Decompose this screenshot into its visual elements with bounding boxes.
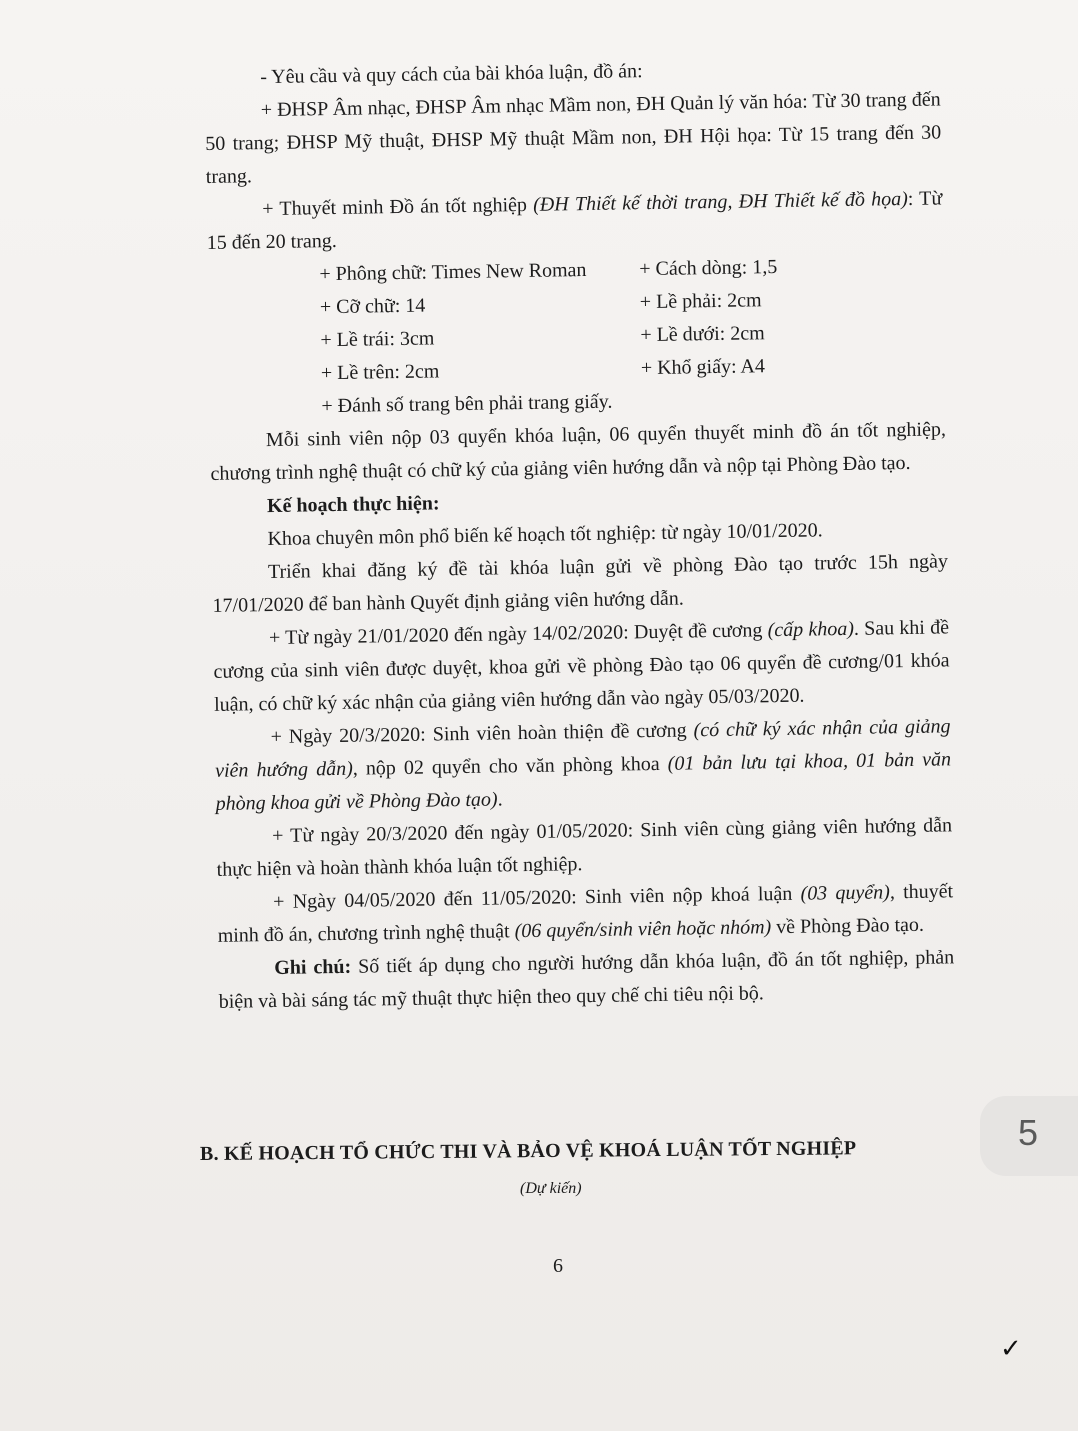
requirements-intro: - Yêu cầu và quy cách của bài khóa luận, đồ án: bbox=[260, 60, 643, 89]
plan-heading: Kế hoạch thực hiện: bbox=[266, 492, 440, 518]
plan-item-3: + Từ ngày 21/01/2020 đến ngày 14/02/2020: Duyệt đề cương (cấp khoa). Sau khi đề cương của sinh viên được duyệt, khoa gửi về phòng Đào tạo 06 quyển đề cương/01 khóa luận, có chữ ký xác nhận của giảng viên hướng dẫn vào ngày 05/03/2020. bbox=[213, 616, 950, 716]
spec-paper-size: + Khổ giấy: A4 bbox=[640, 355, 766, 380]
spec-right-margin: + Lề phải: 2cm bbox=[639, 289, 762, 314]
format-spec-list bbox=[207, 248, 946, 425]
section-b-subtitle: (Dự kiến) bbox=[520, 1180, 582, 1197]
spec-top-margin: + Lề trên: 2cm bbox=[320, 360, 440, 385]
spec-font: + Phông chữ: Times New Roman bbox=[319, 259, 587, 286]
spec-bottom-margin: + Lề dưới: 2cm bbox=[640, 322, 765, 347]
requirements-music-art: + ĐHSP Âm nhạc, ĐHSP Âm nhạc Mầm non, ĐH Quản lý văn hóa: Từ 30 trang đến 50 trang; ĐHSP Mỹ thuật, ĐHSP Mỹ thuật Mầm non, ĐH Hội họa: Từ 15 trang đến 30 trang. bbox=[205, 88, 942, 188]
document-body bbox=[204, 50, 955, 1018]
page-indicator-label: 5 bbox=[1018, 1112, 1039, 1153]
requirements-design: + Thuyết minh Đồ án tốt nghiệp (ĐH Thiết kế thời trang, ĐH Thiết kế đồ họa): Từ 15 đến 20 trang. bbox=[206, 187, 943, 254]
spec-font-size: + Cỡ chữ: 14 bbox=[319, 294, 426, 319]
plan-item-4: + Ngày 20/3/2020: Sinh viên hoàn thiện đề cương (có chữ ký xác nhận của giảng viên hướng dẫn), nộp 02 quyển cho văn phòng khoa (01 bản lưu tại khoa, 01 bản văn phòng khoa gửi về Phòng Đào tạo). bbox=[214, 715, 952, 815]
submission-paragraph: Mỗi sinh viên nộp 03 quyển khóa luận, 06 quyển thuyết minh đồ án tốt nghiệp, chương trình nghệ thuật có chữ ký của giảng viên hướng dẫn và nộp tại Phòng Đào tạo. bbox=[210, 418, 947, 485]
page-indicator-badge[interactable] bbox=[980, 1096, 1078, 1176]
check-mark-icon: ✓ bbox=[1000, 1334, 1022, 1364]
spec-left-margin: + Lề trái: 3cm bbox=[320, 327, 435, 352]
plan-item-2: Triển khai đăng ký đề tài khóa luận gửi về phòng Đào tạo trước 15h ngày 17/01/2020 để ban hành Quyết định giảng viên hướng dẫn. bbox=[212, 550, 949, 617]
section-b-heading: B. KẾ HOẠCH TỔ CHỨC THI VÀ BẢO VỆ KHOÁ LUẬN TỐT NGHIỆP bbox=[199, 1137, 857, 1166]
plan-item-6: + Ngày 04/05/2020 đến 11/05/2020: Sinh viên nộp khoá luận (03 quyển), thuyết minh đồ án, chương trình nghệ thuật (06 quyển/sinh viên hoặc nhóm) về Phòng Đào tạo. bbox=[217, 880, 954, 947]
note-paragraph: Ghi chú: Số tiết áp dụng cho người hướng dẫn khóa luận, đồ án tốt nghiệp, phản biện và bài sáng tác mỹ thuật thực hiện theo quy chế chi tiêu nội bộ. bbox=[218, 946, 955, 1013]
spec-page-number: + Đánh số trang bên phải trang giấy. bbox=[321, 390, 613, 418]
plan-item-5: + Từ ngày 20/3/2020 đến ngày 01/05/2020: Sinh viên cùng giảng viên hướng dẫn thực hiện và hoàn thành khóa luận tốt nghiệp. bbox=[216, 814, 953, 881]
spec-line-spacing: + Cách dòng: 1,5 bbox=[639, 256, 778, 281]
page-number: 6 bbox=[553, 1255, 563, 1277]
plan-item-1: Khoa chuyên môn phổ biến kế hoạch tốt nghiệp: từ ngày 10/01/2020. bbox=[267, 519, 823, 551]
